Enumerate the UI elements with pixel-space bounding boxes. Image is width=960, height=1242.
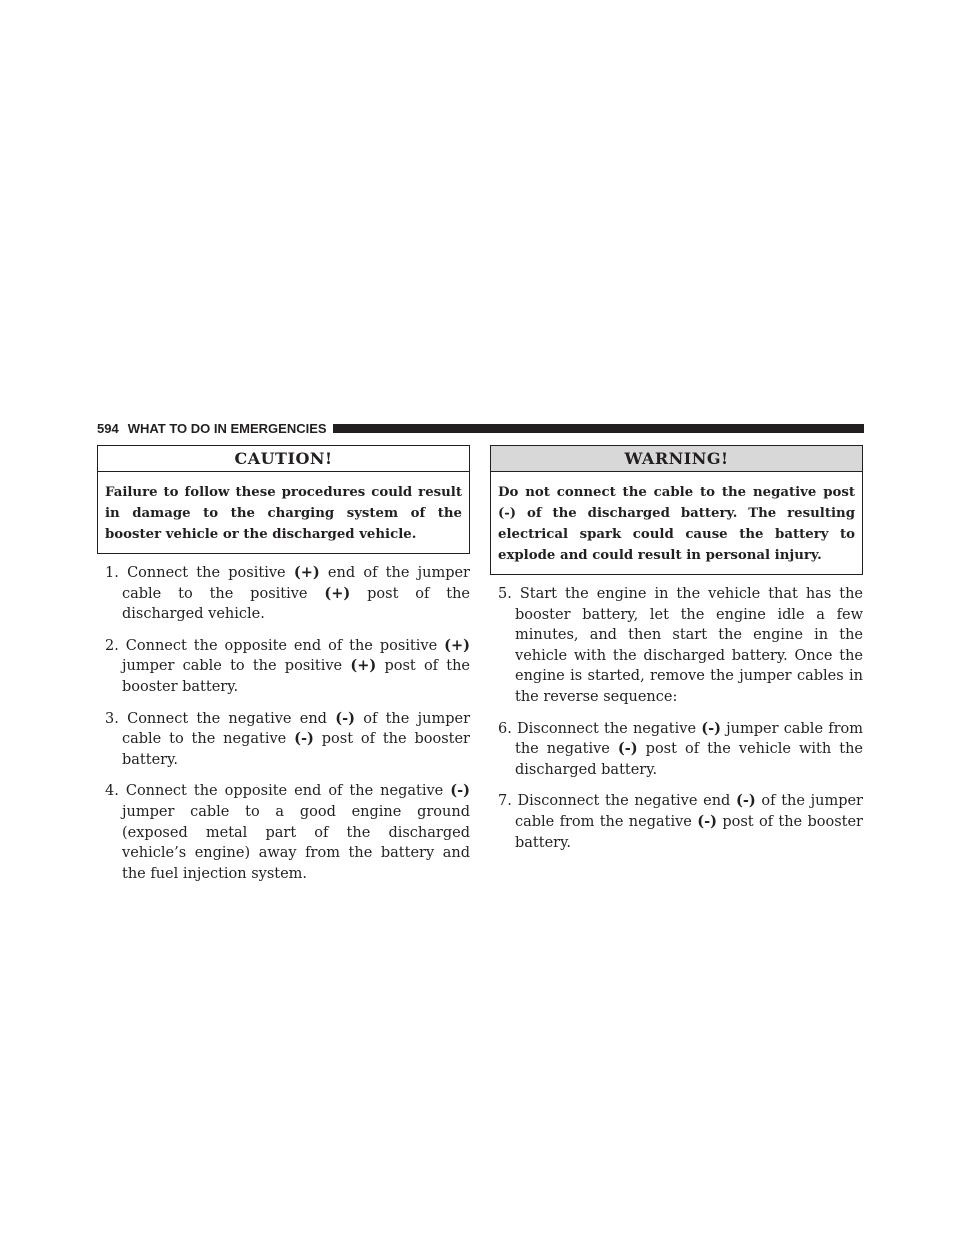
caution-title: CAUTION! (98, 446, 469, 472)
step-item: 3. Connect the negative end (-) of the jumper cable to the negative (-) post of the booster battery. (105, 709, 470, 768)
step-item: 2. Connect the opposite end of the positive (+) jumper cable to the positive (+) post of the booster battery. (105, 636, 471, 695)
warning-title: WARNING! (491, 446, 862, 472)
section-title: WHAT TO DO IN EMERGENCIES (127, 420, 327, 436)
step-item: 4. Connect the opposite end of the negative (-) jumper cable to a good engine ground (exposed metal part of the discharged vehicle’s engine) away from the battery and the fuel injection system. (105, 782, 470, 882)
page-header (97, 418, 864, 438)
step-item: 5. Start the engine in the vehicle that has the booster battery, let the engine idle a few minutes, and then start the engine in the vehicle with the discharged battery. Once the engine is started, remove the jumper cables in the reverse sequence: (498, 586, 863, 705)
page-number: 594 (97, 420, 119, 436)
step-item: 1. Connect the positive (+) end of the jumper cable to the positive (+) post of the discharged vehicle. (105, 564, 470, 623)
caution-text: Failure to follow these procedures could result in damage to the charging system of the booster vehicle or the discharged vehicle. (105, 485, 462, 542)
left-column (97, 445, 470, 895)
steps-list-right (490, 584, 863, 853)
step-item: 6. Disconnect the negative (-) jumper cable from the negative (-) post of the vehicle with the discharged battery. (498, 719, 864, 778)
right-column (490, 445, 863, 864)
step-item: 7. Disconnect the negative end (-) of the jumper cable from the negative (-) post of the booster battery. (498, 792, 863, 851)
warning-box (490, 445, 863, 575)
steps-list-left (97, 563, 470, 884)
header-rule (333, 424, 864, 433)
caution-box (97, 445, 470, 554)
warning-text: Do not connect the cable to the negative post (-) of the discharged battery. The resulting electrical spark could cause the battery to explode and could result in personal injury. (498, 485, 855, 563)
